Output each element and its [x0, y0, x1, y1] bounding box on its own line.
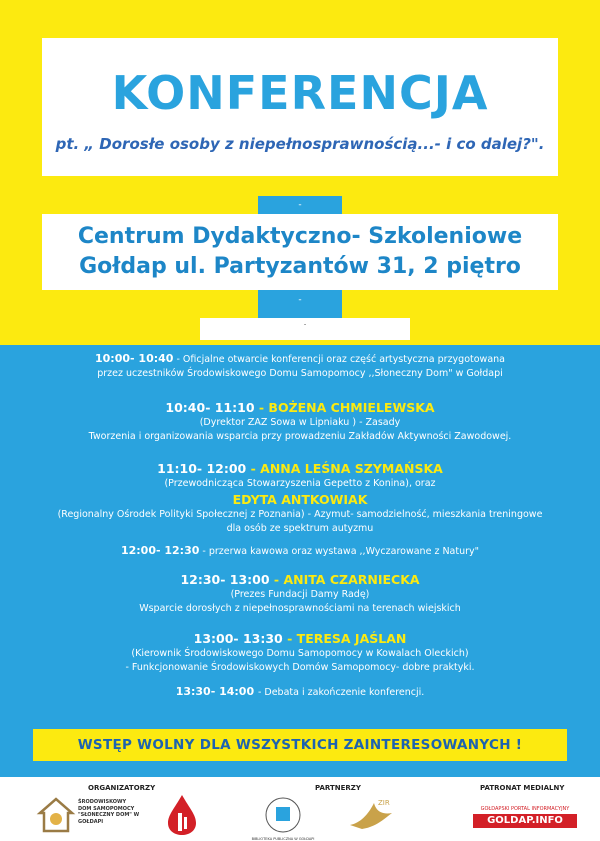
red-drop-logo-icon: [164, 793, 200, 837]
goldap-info-logo: GOLDAP.INFO: [473, 814, 577, 828]
media-logo-small: GOŁDAPSKI PORTAL INFORMACYJNY: [480, 806, 570, 812]
organizers-label: ORGANIZATORZY: [88, 784, 156, 792]
program-text: - Oficjalne otwarcie konferencji oraz część artystyczna przygotowana: [173, 354, 505, 365]
program-time: 12:00- 12:30: [120, 544, 200, 557]
venue-white-mark: .: [303, 318, 307, 327]
program-item: [20, 399, 580, 444]
page-title: KONFERENCJA: [111, 66, 489, 120]
speaker-name: - TERESA JAŚLAN: [287, 631, 407, 646]
program-time: 10:40- 11:10: [165, 400, 259, 415]
venue-white-box: [200, 318, 410, 340]
title-box: [42, 38, 558, 176]
media-label: PATRONAT MEDIALNY: [480, 784, 565, 792]
venue-strip-bottom: -: [258, 290, 342, 318]
venue-line-2: Gołdap ul. Partyzantów 31, 2 piętro: [79, 254, 521, 279]
program-topic: Wsparcie dorosłych z niepełnosprawnościami na terenach wiejskich: [139, 603, 461, 614]
speaker-name: - BOŻENA CHMIELEWSKA: [258, 400, 435, 415]
sds-logo-text: ŚRODOWISKOWY DOM SAMOPOMOCY "SŁONECZNY DOM" W GOŁDAPI: [78, 799, 140, 825]
svg-text:ZIR: ZIR: [378, 799, 390, 807]
venue-strip-top: -: [258, 196, 342, 214]
program-item: [20, 571, 580, 616]
speaker-role: (Przewodnicząca Stowarzyszenia Gepetto z Konina), oraz: [164, 478, 436, 489]
speaker-role: (Prezes Fundacji Damy Radę): [230, 589, 370, 600]
program-time: 11:10- 12:00: [157, 461, 251, 476]
speaker-role: (Regionalny Ośrodek Polityki Społecznej z Poznania) - Azymut- samodzielność, mieszkania treningowe: [57, 509, 543, 520]
program-item: [20, 630, 580, 675]
program-text: przez uczestników Środowiskowego Domu Samopomocy ,,Słoneczny Dom" w Gołdapi: [97, 368, 503, 379]
library-logo-icon: [258, 795, 308, 837]
program-item: [20, 460, 580, 536]
program-time: 12:30- 13:00: [180, 572, 274, 587]
program-time: 13:30- 14:00: [175, 685, 258, 698]
library-logo-text: BIBLIOTEKA PUBLICZNA W GOŁDAPI: [251, 837, 315, 841]
speaker-role: (Kierownik Środowiskowego Domu Samopomocy w Kowalach Oleckich): [131, 648, 469, 659]
free-entry-text: WSTĘP WOLNY DLA WSZYSTKICH ZAINTERESOWANYCH !: [77, 737, 523, 753]
program-item: [20, 352, 580, 381]
speaker-role: (Dyrektor ZAZ Sowa w Lipniaku ) - Zasady: [199, 417, 401, 428]
partners-label: PARTNERZY: [315, 784, 361, 792]
program-time: 13:00- 13:30: [193, 631, 288, 646]
program-topic: - Funkcjonowanie Środowiskowych Domów Samopomocy- dobre praktyki.: [125, 662, 475, 673]
speaker-name: - ANITA CZARNIECKA: [273, 572, 420, 587]
speaker-name: EDYTA ANTKOWIAK: [232, 492, 368, 507]
speaker-name: - ANNA LEŚNA SZYMAŃSKA: [250, 461, 443, 476]
program-time: 10:00- 10:40: [95, 352, 174, 365]
program-topic: Tworzenia i organizowania wsparcia przy prowadzeniu Zakładów Aktywności Zawodowej.: [88, 431, 512, 442]
program-topic: dla osób ze spektrum autyzmu: [226, 523, 374, 534]
sds-house-logo-icon: [36, 795, 76, 835]
program-text: - Debata i zakończenie konferencji.: [257, 687, 425, 698]
venue-line-1: Centrum Dydaktyczno- Szkoleniowe: [77, 224, 523, 249]
page-subtitle: pt. „ Dorosłe osoby z niepełnosprawnością...- i co dalej?".: [55, 135, 545, 153]
program-list: [20, 352, 580, 700]
venue-box: [42, 214, 558, 290]
program-item: [20, 685, 580, 700]
program-item: [20, 544, 580, 559]
gold-bird-logo-icon: [346, 793, 396, 835]
free-entry-banner: [33, 729, 567, 761]
header-panel: [0, 0, 600, 345]
program-text: - przerwa kawowa oraz wystawa ,,Wyczarowane z Natury": [199, 546, 480, 557]
